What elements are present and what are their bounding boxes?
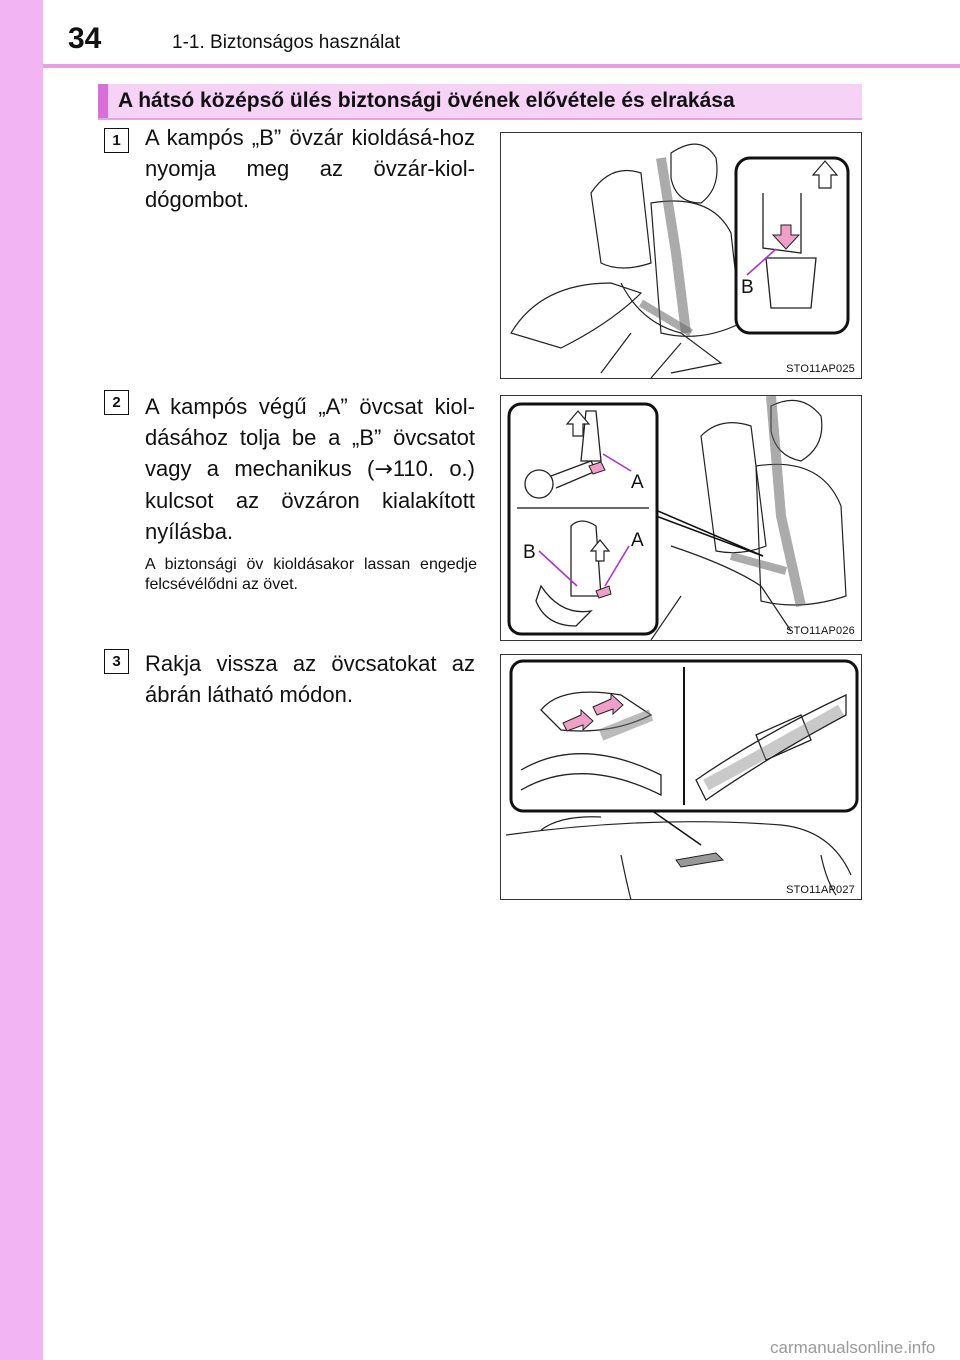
figure-label: STO11AP027 — [786, 884, 855, 896]
step-text-part: A kampós végű „A” övcsat kiol-dásához tolja be a „B” övcsatot vagy a mechanikus ( — [145, 394, 475, 481]
watermark: carmanualsonline.info — [770, 1338, 936, 1357]
step-text — [145, 391, 475, 547]
chapter-title: 1-1. Biztonságos használat — [172, 32, 401, 53]
section-divider — [98, 118, 862, 120]
callout-b: B — [523, 542, 536, 563]
buckle-storage-illustration — [501, 655, 862, 900]
arrow-glyph: → — [374, 457, 393, 482]
figure-illustration — [500, 654, 862, 900]
chapter-side-strip — [0, 0, 43, 1360]
step-number: 1 — [104, 128, 129, 153]
seatbelt-release-illustration — [501, 133, 862, 379]
step-number: 3 — [104, 649, 129, 674]
step-note: A biztonsági öv kioldásakor lassan engedje felcsévélődni az övet. — [145, 556, 477, 593]
callout-a: A — [631, 530, 644, 551]
figure-illustration — [500, 132, 862, 379]
header-divider — [43, 64, 960, 68]
page-reference: 110. o.) kulcsot az övzáron kialakított nyílásba. — [145, 456, 475, 544]
page-number: 34 — [68, 22, 102, 55]
callout-b: B — [741, 277, 754, 298]
figure-label: STO11AP026 — [786, 625, 855, 637]
step-number: 2 — [104, 390, 129, 415]
section-title: A hátsó középső ülés biztonsági övének elővétele és elrakása — [98, 84, 862, 118]
callout-a: A — [631, 472, 644, 493]
step-text: Rakja vissza az övcsatokat az ábrán látható módon. — [145, 651, 475, 707]
step-text: A kampós „B” övzár kioldásá-hoz nyomja meg az övzár-kiol-dógombot. — [145, 125, 475, 212]
figure-label: STO11AP025 — [786, 363, 855, 375]
figure-illustration — [500, 395, 862, 641]
buckle-release-illustration — [501, 396, 862, 641]
